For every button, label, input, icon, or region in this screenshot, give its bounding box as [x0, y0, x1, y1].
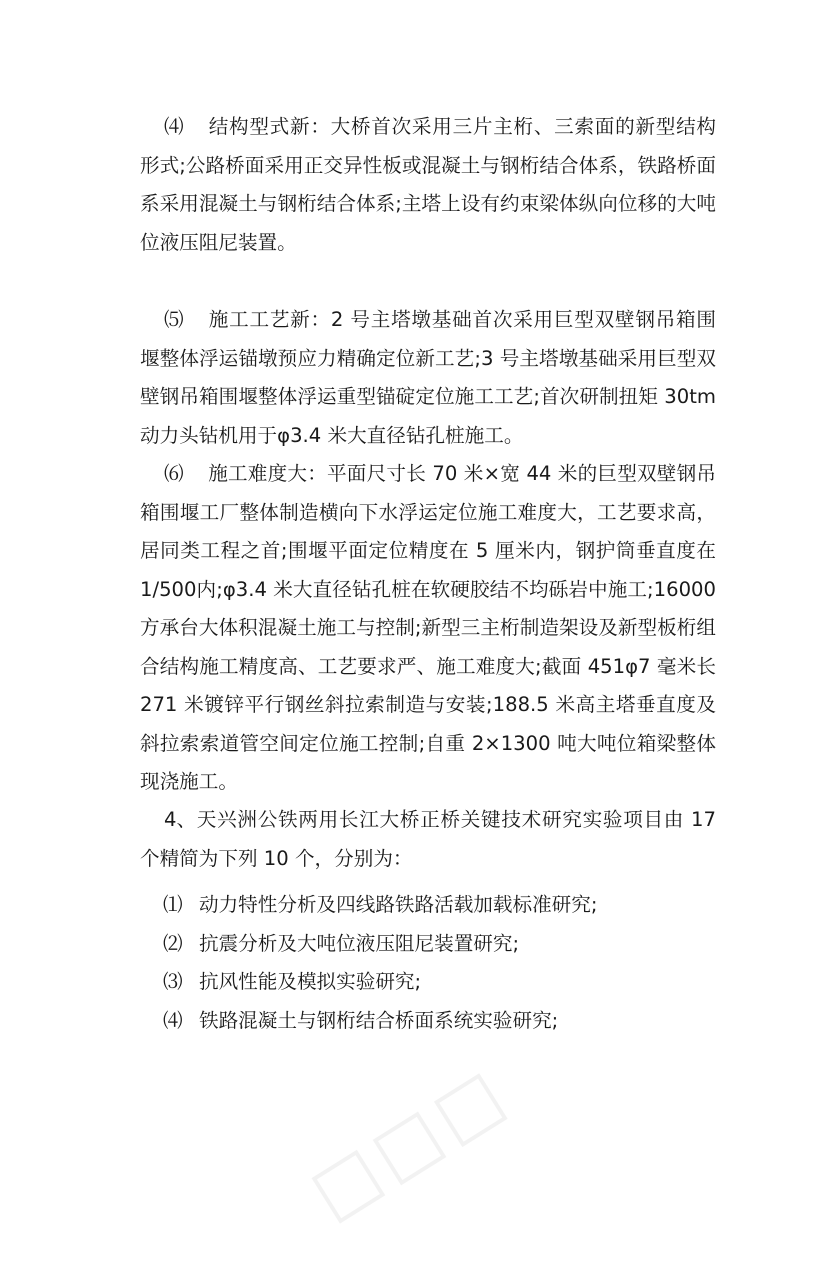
paragraph-body: 结构型式新：大桥首次采用三片主桁、三索面的新型结构形式;公路桥面采用正交异性板或混凝土与钢桁结合体系，铁路桥面系采用混凝土与钢桁结合体系;主塔上设有约束梁体纵向位移的大吨位液压阻尼装置。 — [140, 115, 716, 254]
list-item-4 — [163, 1002, 558, 1041]
watermark: □□□ — [295, 1049, 523, 1235]
paragraph-section-4 — [140, 801, 716, 878]
paragraph-number: ⑷ — [164, 115, 184, 138]
list-item-number: ⑶ — [163, 970, 183, 993]
list-item-number: ⑷ — [163, 1009, 183, 1032]
list-item-text: 抗风性能及模拟实验研究; — [199, 970, 422, 993]
paragraph-body: 施工难度大：平面尺寸长 70 米×宽 44 米的巨型双壁钢吊箱围堰工厂整体制造横向下水浮运定位施工难度大，工艺要求高，居同类工程之首;围堰平面定位精度在 5 厘米内，钢护筒垂直度在 1/500内;φ3.4 米大直径钻孔桩在软硬胶结不均砾岩中施工;16000 方承台大体积混凝土施工与控制;新型三主桁制造架设及新型板桁组合结构施工精度高、工艺要求严、施工难度大;截面 451φ7 毫米长 271 米镀锌平行钢丝斜拉索制造与安装;188.5 米高主塔垂直度及斜拉索索道管空间定位施工控制;自重 2×1300 吨大吨位箱梁整体现浇施工。 — [140, 462, 716, 793]
paragraph-number: ⑸ — [164, 308, 184, 331]
paragraph-body: 施工工艺新：2 号主塔墩基础首次采用巨型双壁钢吊箱围堰整体浮运锚墩预应力精确定位新工艺;3 号主塔墩基础采用巨型双壁钢吊箱围堰整体浮运重型锚碇定位施工工艺;首次研制扭矩 30tm 动力头钻机用于φ3.4 米大直径钻孔桩施工。 — [140, 308, 716, 447]
paragraph-number: ⑹ — [164, 462, 184, 485]
paragraph-text — [140, 455, 716, 802]
paragraph-6 — [140, 455, 716, 802]
list-item-number: ⑵ — [163, 932, 183, 955]
paragraph-5 — [140, 301, 716, 455]
list-item-1 — [163, 886, 597, 925]
list-item-text: 铁路混凝土与钢桁结合桥面系统实验研究; — [199, 1009, 559, 1032]
list-item-text: 动力特性分析及四线路铁路活载加载标准研究; — [199, 893, 598, 916]
paragraph-text — [140, 801, 716, 878]
list-item-2 — [163, 925, 519, 964]
paragraph-text — [140, 301, 716, 455]
paragraph-body: 天兴洲公铁两用长江大桥正桥关键技术研究实验项目由 17 个精简为下列 10 个，分别为： — [140, 808, 716, 870]
paragraph-text — [140, 108, 716, 262]
paragraph-4 — [140, 108, 716, 262]
paragraph-number: 4、 — [164, 808, 197, 831]
list-item-3 — [163, 963, 421, 1002]
list-item-text: 抗震分析及大吨位液压阻尼装置研究; — [199, 932, 520, 955]
list-item-number: ⑴ — [163, 893, 183, 916]
